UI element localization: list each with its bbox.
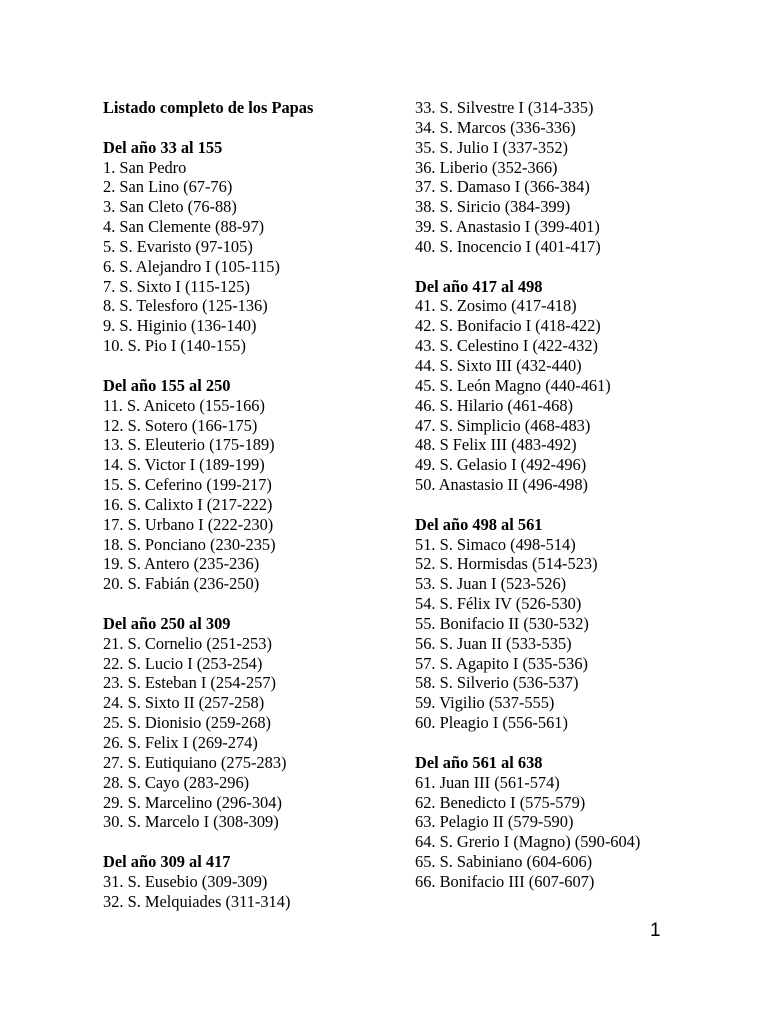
list-item: 25. S. Dionisio (259-268) bbox=[103, 713, 272, 733]
list-item: 7. S. Sixto I (115-125) bbox=[103, 276, 250, 296]
list-item: 30. S. Marcelo I (308-309) bbox=[103, 812, 279, 832]
list-item: 17. S. Urbano I (222-230) bbox=[103, 514, 274, 534]
list-item: 58. S. Silverio (536-537) bbox=[415, 673, 579, 693]
list-item: 45. S. León Magno (440-461) bbox=[415, 375, 611, 395]
section-heading: Del año 155 al 250 bbox=[103, 375, 231, 395]
list-item: 26. S. Felix I (269-274) bbox=[103, 733, 258, 752]
spacer bbox=[415, 495, 655, 515]
list-item: 22. S. Lucio I (253-254) bbox=[103, 653, 263, 673]
section-heading: Del año 33 al 155 bbox=[103, 137, 223, 157]
list-item: 47. S. Simplicio (468-483) bbox=[415, 415, 591, 435]
list-item: 50. Anastasio II (496-498) bbox=[415, 475, 588, 495]
list-item: 2. San Lino (67-76) bbox=[103, 177, 233, 197]
list-item: 18. S. Ponciano (230-235) bbox=[103, 534, 276, 554]
list-item: 14. S. Victor I (189-199) bbox=[103, 455, 265, 475]
list-item: 42. S. Bonifacio I (418-422) bbox=[415, 316, 601, 336]
list-item: 39. S. Anastasio I (399-401) bbox=[415, 217, 600, 237]
list-item: 41. S. Zosimo (417-418) bbox=[415, 296, 577, 316]
list-item: 44. S. Sixto III (432-440) bbox=[415, 355, 582, 375]
list-item: 29. S. Marcelino (296-304) bbox=[103, 792, 282, 812]
spacer bbox=[415, 733, 655, 753]
list-item: 48. S Felix III (483-492) bbox=[415, 435, 577, 455]
list-item: 19. S. Antero (235-236) bbox=[103, 554, 260, 574]
list-item: 62. Benedicto I (575-579) bbox=[415, 792, 586, 812]
list-item: 56. S. Juan II (533-535) bbox=[415, 633, 572, 653]
list-item: 32. S. Melquiades (311-314) bbox=[103, 891, 291, 911]
list-item: 21. S. Cornelio (251-253) bbox=[103, 633, 272, 653]
list-item: 52. S. Hormisdas (514-523) bbox=[415, 554, 598, 574]
section-heading: Del año 498 al 561 bbox=[415, 514, 543, 534]
list-item: 31. S. Eusebio (309-309) bbox=[103, 871, 268, 891]
list-item: 35. S. Julio I (337-352) bbox=[415, 137, 568, 157]
list-item: 60. Pleagio I (556-561) bbox=[415, 713, 568, 733]
list-item: 5. S. Evaristo (97-105) bbox=[103, 236, 253, 256]
list-item: 34. S. Marcos (336-336) bbox=[415, 117, 576, 137]
page-number: 1 bbox=[650, 920, 661, 941]
spacer bbox=[103, 118, 393, 138]
list-item: 36. Liberio (352-366) bbox=[415, 157, 558, 177]
section-heading: Del año 417 al 498 bbox=[415, 276, 543, 296]
right-column bbox=[415, 98, 655, 892]
list-item: 33. S. Silvestre I (314-335) bbox=[415, 98, 594, 117]
list-item: 6. S. Alejandro I (105-115) bbox=[103, 256, 280, 276]
list-item: 24. S. Sixto II (257-258) bbox=[103, 693, 265, 713]
list-item: 16. S. Calixto I (217-222) bbox=[103, 494, 273, 514]
list-item: 49. S. Gelasio I (492-496) bbox=[415, 455, 587, 475]
list-item: 65. S. Sabiniano (604-606) bbox=[415, 852, 593, 872]
list-item: 43. S. Celestino I (422-432) bbox=[415, 336, 599, 356]
list-item: 27. S. Eutiquiano (275-283) bbox=[103, 752, 287, 772]
spacer bbox=[103, 356, 393, 376]
section-heading: Del año 250 al 309 bbox=[103, 613, 231, 633]
list-item: 3. San Cleto (76-88) bbox=[103, 197, 237, 217]
list-item: 12. S. Sotero (166-175) bbox=[103, 415, 258, 435]
list-item: 11. S. Aniceto (155-166) bbox=[103, 395, 265, 415]
spacer bbox=[103, 594, 393, 614]
list-item: 57. S. Agapito I (535-536) bbox=[415, 653, 588, 673]
spacer bbox=[415, 257, 655, 277]
list-item: 55. Bonifacio II (530-532) bbox=[415, 613, 589, 633]
list-item: 13. S. Eleuterio (175-189) bbox=[103, 435, 275, 455]
spacer bbox=[103, 832, 393, 852]
list-item: 40. S. Inocencio I (401-417) bbox=[415, 236, 601, 256]
section-heading: Del año 561 al 638 bbox=[415, 752, 543, 772]
document-title: Listado completo de los Papas bbox=[103, 98, 314, 117]
left-column bbox=[103, 98, 393, 912]
list-item: 38. S. Siricio (384-399) bbox=[415, 197, 571, 217]
list-item: 59. Vigilio (537-555) bbox=[415, 693, 555, 713]
list-item: 8. S. Telesforo (125-136) bbox=[103, 296, 268, 316]
list-item: 61. Juan III (561-574) bbox=[415, 772, 560, 792]
section-heading: Del año 309 al 417 bbox=[103, 852, 231, 872]
list-item: 46. S. Hilario (461-468) bbox=[415, 395, 573, 415]
list-item: 53. S. Juan I (523-526) bbox=[415, 574, 567, 594]
list-item: 37. S. Damaso I (366-384) bbox=[415, 177, 590, 197]
list-item: 28. S. Cayo (283-296) bbox=[103, 772, 250, 792]
list-item: 15. S. Ceferino (199-217) bbox=[103, 475, 272, 495]
list-item: 1. San Pedro bbox=[103, 157, 187, 177]
list-item: 51. S. Simaco (498-514) bbox=[415, 534, 576, 554]
list-item: 64. S. Grerio I (Magno) (590-604) bbox=[415, 832, 641, 852]
list-item: 4. San Clemente (88-97) bbox=[103, 217, 265, 237]
list-item: 9. S. Higinio (136-140) bbox=[103, 316, 257, 336]
list-item: 10. S. Pio I (140-155) bbox=[103, 336, 246, 356]
list-item: 54. S. Félix IV (526-530) bbox=[415, 594, 582, 614]
list-item: 63. Pelagio II (579-590) bbox=[415, 812, 574, 832]
list-item: 66. Bonifacio III (607-607) bbox=[415, 871, 595, 891]
list-item: 20. S. Fabián (236-250) bbox=[103, 574, 260, 594]
list-item: 23. S. Esteban I (254-257) bbox=[103, 673, 276, 693]
